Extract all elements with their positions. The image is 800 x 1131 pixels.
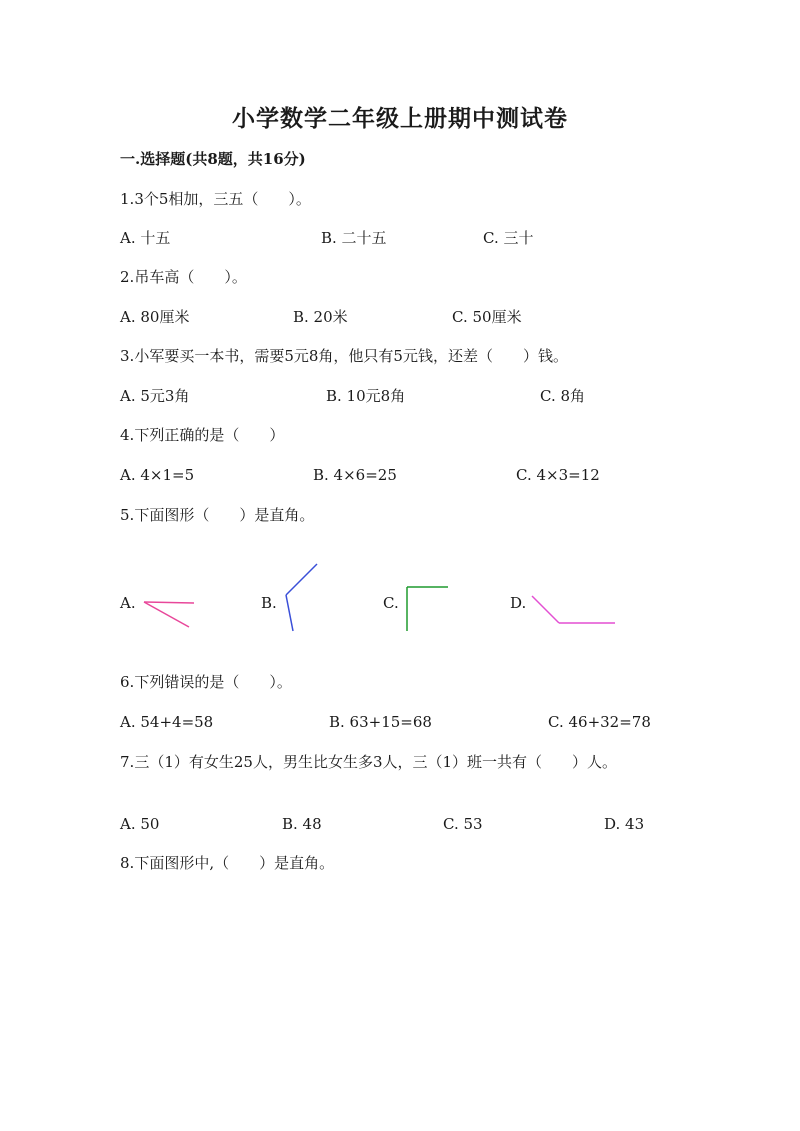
option-7b[interactable]: B. 48 [282,815,322,833]
option-5d[interactable]: D. [510,594,527,612]
question-number: 8. [120,854,135,872]
option-5b[interactable]: B. [261,594,277,612]
question-text: 小军要买一本书，需要5元8角，他只有5元钱，还差（ ）钱。 [134,347,568,365]
question-text: 下列错误的是（ ）。 [134,673,292,691]
question-number: 4. [120,426,135,444]
question-7 [120,753,617,771]
option-4b[interactable]: B. 4×6=25 [313,466,397,484]
option-3b[interactable]: B. 10元8角 [326,387,406,405]
question-number: 6. [120,673,135,691]
question-text: 吊车高（ ）。 [134,268,247,286]
question-text: 下面图形中,（ ）是直角。 [134,854,335,872]
question-number: 5. [120,506,135,524]
question-6 [120,673,292,691]
question-number: 1. [120,190,135,208]
question-text: 3个5相加，三五（ ）。 [134,190,311,208]
question-text: 下列正确的是（ ） [134,426,285,444]
option-4a[interactable]: A. 4×1=5 [120,466,195,484]
question-number: 7. [120,753,135,771]
option-2b[interactable]: B. 20米 [293,308,348,326]
option-6b[interactable]: B. 63+15=68 [329,713,432,731]
angle-figure-b [286,564,317,631]
option-5c[interactable]: C. [383,594,399,612]
angle-figure-c [407,587,448,631]
option-1c[interactable]: C. 三十 [483,229,534,247]
option-7d[interactable]: D. 43 [604,815,645,833]
option-2a[interactable]: A. 80厘米 [120,308,190,326]
option-3a[interactable]: A. 5元3角 [120,387,190,405]
question-text: 下面图形（ ）是直角。 [134,506,315,524]
question-number: 3. [120,347,135,365]
section-heading: 一.选择题(共8题，共16分) [120,150,306,168]
question-number: 2. [120,268,135,286]
option-1a[interactable]: A. 十五 [120,229,171,247]
question-text: 三（1）有女生25人，男生比女生多3人，三（1）班一共有（ ）人。 [134,753,618,771]
option-2c[interactable]: C. 50厘米 [452,308,522,326]
option-4c[interactable]: C. 4×3=12 [516,466,600,484]
option-7c[interactable]: C. 53 [443,815,483,833]
option-5a[interactable]: A. [120,594,136,612]
option-7a[interactable]: A. 50 [120,815,160,833]
page-title: 小学数学二年级上册期中测试卷 [232,105,568,132]
option-3c[interactable]: C. 8角 [540,387,586,405]
option-6c[interactable]: C. 46+32=78 [548,713,651,731]
option-1b[interactable]: B. 二十五 [321,229,387,247]
option-6a[interactable]: A. 54+4=58 [120,713,214,731]
question-8 [120,854,334,872]
angle-figure-a [144,602,194,627]
angle-figure-d [532,596,615,623]
